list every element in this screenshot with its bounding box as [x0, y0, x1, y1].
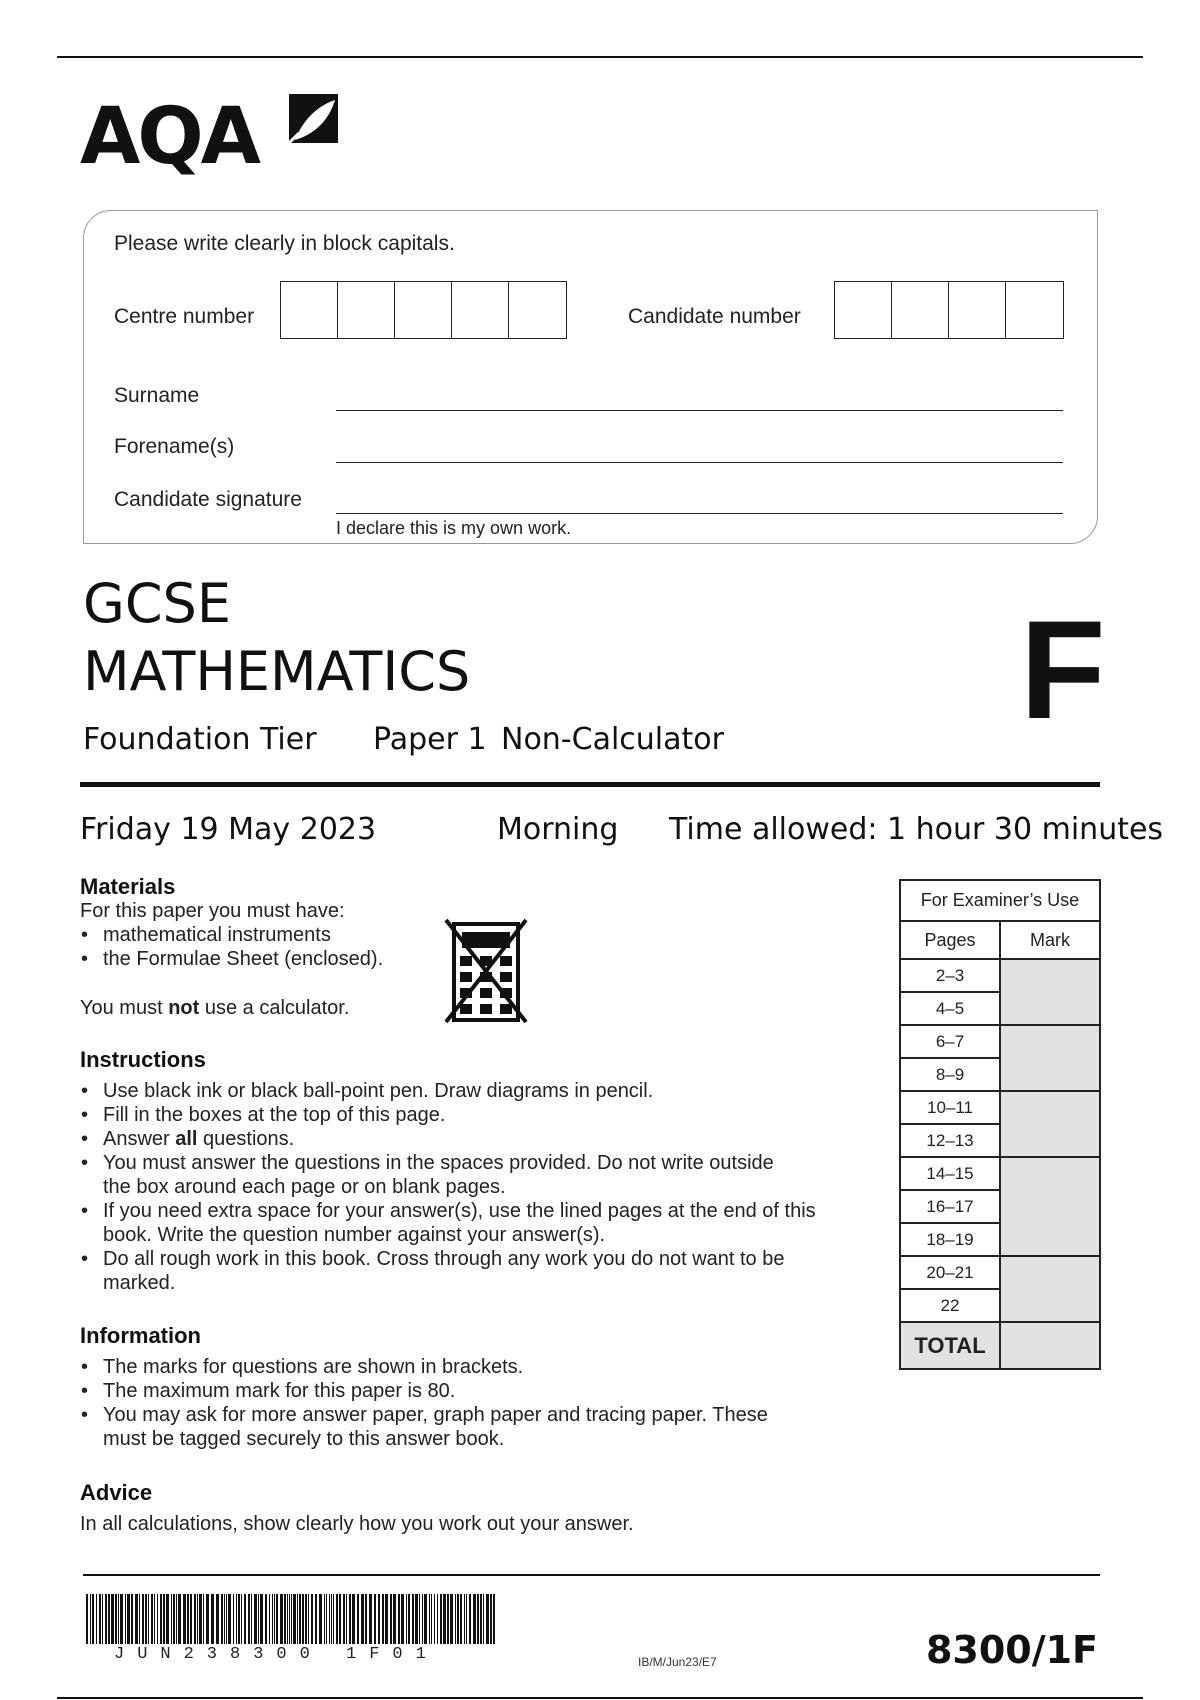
candidate-number-label: Candidate number [628, 305, 801, 328]
mark-cell[interactable] [1000, 1091, 1100, 1157]
paper-number: Paper 1 [373, 722, 487, 757]
instructions-list [80, 1079, 860, 1295]
information-heading: Information [80, 1323, 201, 1348]
table-row: 2–3 [900, 959, 1100, 992]
total-mark-cell[interactable] [1000, 1322, 1100, 1369]
list-item: • Use black ink or black ball-point pen. Draw diagrams in pencil. [80, 1079, 860, 1103]
list-item: • If you need extra space for your answer(s), use the lined pages at the end of this book. Write the question number against your answer(s). [80, 1199, 870, 1247]
table-row: 10–11 [900, 1091, 1100, 1124]
paper-type: Non-Calculator [501, 722, 724, 757]
table-row: 18–19 [900, 1223, 1100, 1256]
candidate-digit-box[interactable] [835, 282, 892, 338]
list-item: • Do all rough work in this book. Cross through any work you do not want to be marked. [80, 1247, 840, 1295]
list-item: • the Formulae Sheet (enclosed). [80, 947, 383, 971]
advice-text: In all calculations, show clearly how you work out your answer. [80, 1513, 634, 1535]
subject-title: MATHEMATICS [83, 640, 471, 703]
centre-digit-box[interactable] [395, 282, 452, 338]
bottom-rule [57, 1697, 1143, 1699]
total-label: TOTAL [900, 1322, 1000, 1369]
list-item: • Fill in the boxes at the top of this page. [80, 1103, 860, 1127]
calculator-rule: You must not use a calculator. [80, 997, 350, 1019]
table-row: 22 [900, 1289, 1100, 1322]
forenames-label: Forename(s) [114, 435, 235, 458]
footer-rule [83, 1574, 1100, 1576]
exam-date: Friday 19 May 2023 [80, 812, 377, 847]
total-row [900, 1322, 1100, 1369]
information-list [80, 1355, 800, 1451]
materials-list [80, 923, 383, 971]
forenames-field[interactable] [336, 462, 1063, 463]
list-item: • You may ask for more answer paper, graph paper and tracing paper. These must be tagged securely to this answer book. [80, 1403, 770, 1451]
surname-label: Surname [114, 384, 200, 407]
tier-letter: F [1020, 591, 1106, 748]
paper-code: 8300/1F [925, 1628, 1098, 1672]
surname-field[interactable] [336, 410, 1063, 411]
block-capitals-instruction: Please write clearly in block capitals. [114, 232, 455, 255]
signature-label: Candidate signature [114, 488, 302, 511]
table-row: 16–17 [900, 1190, 1100, 1223]
list-item: • The marks for questions are shown in brackets. [80, 1355, 800, 1379]
tier-name: Foundation Tier [83, 722, 317, 757]
centre-digit-box[interactable] [452, 282, 509, 338]
examiner-use-table [899, 879, 1101, 1370]
instructions-heading: Instructions [80, 1047, 206, 1072]
table-row: 4–5 [900, 992, 1100, 1025]
table-row: 20–21 [900, 1256, 1100, 1289]
centre-number-label: Centre number [114, 305, 255, 328]
list-item: • Answer all questions. [80, 1127, 860, 1151]
table-row: 8–9 [900, 1058, 1100, 1091]
table-row: 6–7 [900, 1025, 1100, 1058]
signature-field[interactable] [336, 513, 1063, 514]
barcode-text: JUN238300 1F01 [114, 1645, 439, 1664]
top-rule [57, 56, 1143, 58]
declaration-text: I declare this is my own work. [336, 518, 572, 538]
centre-digit-box[interactable] [338, 282, 395, 338]
list-item: • mathematical instruments [80, 923, 383, 947]
materials-intro: For this paper you must have: [80, 900, 345, 922]
logo-mark-icon [285, 90, 342, 147]
examiner-table-title: For Examiner’s Use [900, 880, 1100, 921]
mark-cell[interactable] [1000, 1256, 1100, 1322]
title-rule [80, 782, 1100, 787]
time-allowed: Time allowed: 1 hour 30 minutes [669, 812, 1164, 847]
aqa-logo [80, 90, 350, 185]
candidate-digit-box[interactable] [892, 282, 949, 338]
candidate-digit-box[interactable] [949, 282, 1006, 338]
centre-digit-box[interactable] [509, 282, 566, 338]
exam-session: Morning [497, 812, 619, 847]
mark-column-header: Mark [1000, 921, 1100, 959]
candidate-number-boxes[interactable] [834, 281, 1064, 339]
no-calculator-icon [444, 918, 528, 1026]
qualification-title: GCSE [83, 572, 231, 635]
candidate-digit-box[interactable] [1006, 282, 1063, 338]
list-item: • The maximum mark for this paper is 80. [80, 1379, 800, 1403]
materials-heading: Materials [80, 874, 176, 899]
advice-heading: Advice [80, 1480, 153, 1505]
centre-number-boxes[interactable] [280, 281, 567, 339]
table-row: 12–13 [900, 1124, 1100, 1157]
mark-cell[interactable] [1000, 1157, 1100, 1256]
centre-digit-box[interactable] [281, 282, 338, 338]
pages-column-header: Pages [900, 921, 1000, 959]
list-item: • You must answer the questions in the spaces provided. Do not write outside the box around each page or on blank pages. [80, 1151, 780, 1199]
mark-cell[interactable] [1000, 1025, 1100, 1091]
document-reference: IB/M/Jun23/E7 [638, 1655, 717, 1669]
logo-text: AQA [80, 92, 259, 182]
mark-cell[interactable] [1000, 959, 1100, 1025]
table-row: 14–15 [900, 1157, 1100, 1190]
